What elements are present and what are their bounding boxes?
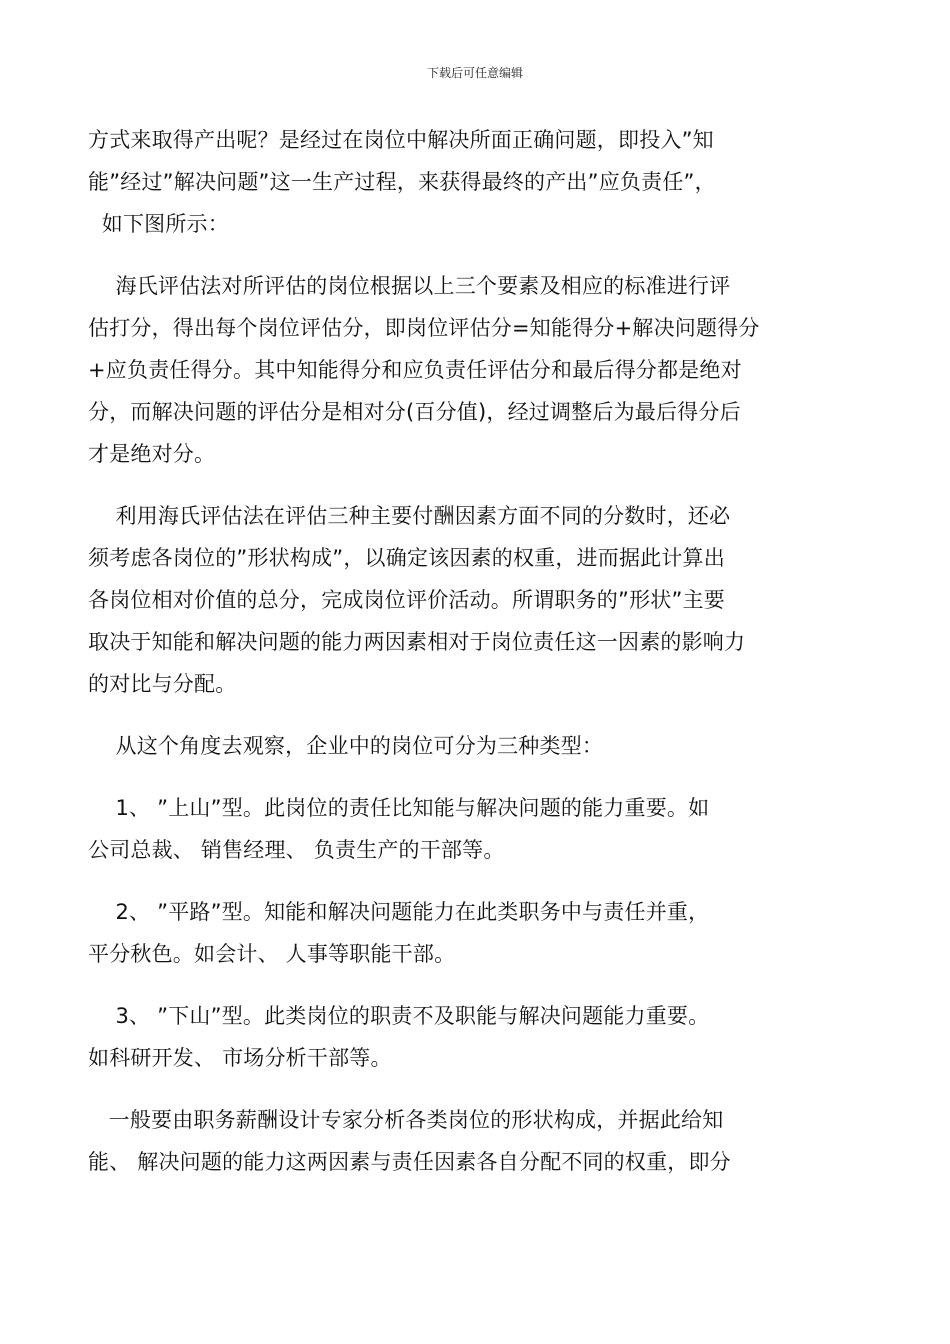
page-header: 下载后可任意编辑: [426, 66, 523, 80]
text-line: 1、 ”上山”型。此岗位的责任比知能与解决问题的能力重要。如: [88, 796, 710, 820]
text-line: 估打分，得出每个岗位评估分，即岗位评估分=知能得分+解决问题得分: [88, 316, 760, 340]
text-line: 利用海氏评估法在评估三种主要付酬因素方面不同的分数时，还必: [88, 504, 731, 528]
list-item: [88, 891, 818, 975]
text-line: 如下图所示：: [88, 212, 229, 236]
text-line: 的对比与分配。: [88, 672, 237, 696]
text-line: 2、 ”平路”型。知能和解决问题能力在此类职务中与责任并重，: [88, 900, 710, 924]
paragraph: [88, 265, 818, 475]
text-line: 才是绝对分。: [88, 442, 216, 466]
text-line: 各岗位相对价值的总分，完成岗位评价活动。所谓职务的”形状”主要: [88, 588, 725, 612]
text-line: 取决于知能和解决问题的能力两因素相对于岗位责任这一因素的影响力: [88, 630, 746, 654]
text-line: 海氏评估法对所评估的岗位根据以上三个要素及相应的标准进行评: [88, 274, 731, 298]
paragraph: [88, 119, 818, 245]
text-line: 一般要由职务薪酬设计专家分析各类岗位的形状构成，并据此给知: [88, 1108, 724, 1132]
text-line: 3、 ”下山”型。此类岗位的职责不及职能与解决问题能力重要。: [88, 1004, 710, 1028]
paragraph: [88, 1099, 818, 1183]
list-item: [88, 995, 818, 1079]
text-line: 须考虑各岗位的”形状构成”，以确定该因素的权重，进而据此计算出: [88, 546, 725, 570]
text-line: 能、 解决问题的能力这两因素与责任因素各自分配不同的权重，即分: [88, 1150, 731, 1174]
text-line: +应负责任得分。其中知能得分和应负责任评估分和最后得分都是绝对: [88, 358, 742, 382]
text-line: 从这个角度去观察，企业中的岗位可分为三种类型：: [88, 734, 604, 758]
list-item: [88, 787, 818, 871]
text-line: 平分秋色。如会计、 人事等职能干部。: [88, 942, 456, 966]
text-line: 分，而解决问题的评估分是相对分(百分值)，经过调整后为最后得分后: [88, 400, 741, 424]
document-body: [88, 119, 818, 1183]
text-line: 如科研开发、 市场分析干部等。: [88, 1046, 392, 1070]
text-line: 方式来取得产出呢？是经过在岗位中解决所面正确问题，即投入”知: [88, 128, 714, 152]
text-line: 能”经过”解决问题”这一生产过程，来获得最终的产出”应负责任”，: [88, 170, 716, 194]
paragraph: [88, 495, 818, 705]
paragraph: [88, 725, 818, 767]
text-line: 公司总裁、 销售经理、 负责生产的干部等。: [88, 838, 505, 862]
